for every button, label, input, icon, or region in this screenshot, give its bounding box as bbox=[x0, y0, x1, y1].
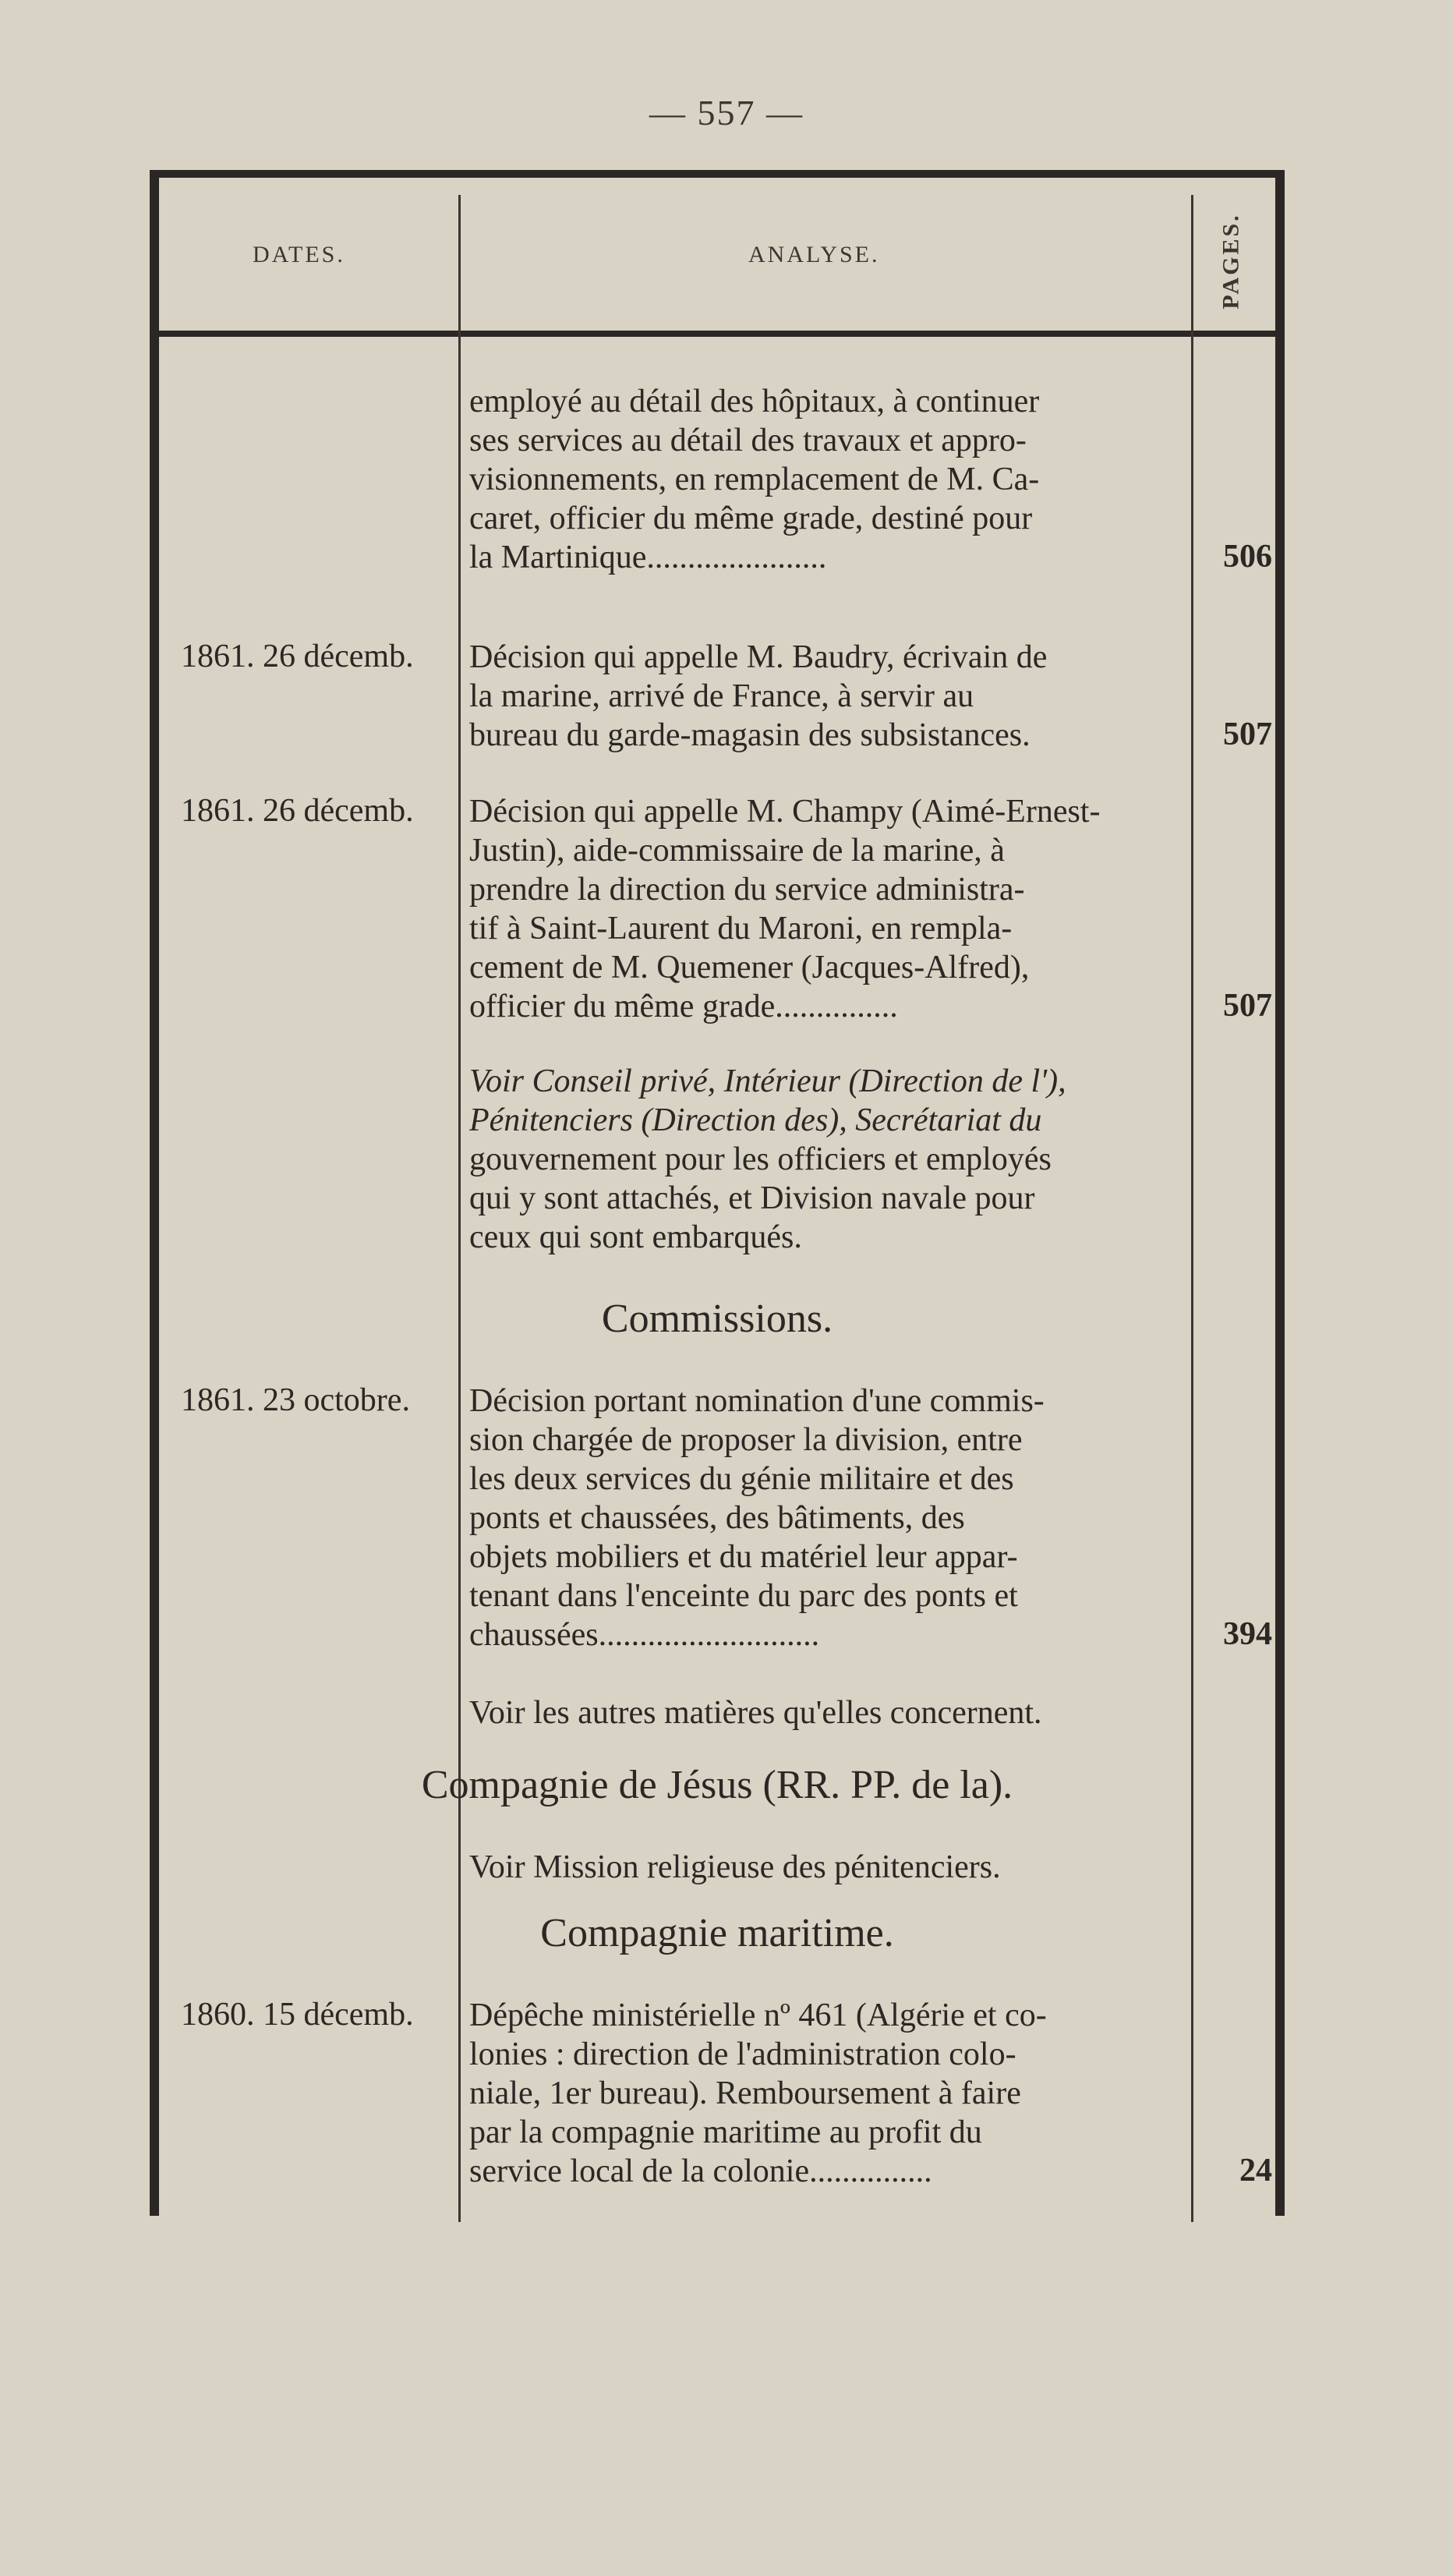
entry-line: la Martinique...................... bbox=[469, 540, 827, 575]
entry-analysis bbox=[469, 1996, 1190, 2191]
entry-line: qui y sont attachés, et Division navale pour bbox=[469, 1180, 1035, 1216]
column-header-pages-label: PAGES. bbox=[1218, 213, 1245, 310]
entry-analysis bbox=[469, 1382, 1190, 1654]
section-title: Compagnie maritime. bbox=[540, 1911, 894, 1955]
entry-line: Pénitenciers (Direction des), Secrétariat du bbox=[469, 1102, 1042, 1138]
section-title: Compagnie de Jésus (RR. PP. de la). bbox=[421, 1763, 1013, 1807]
entry-line: Décision qui appelle M. Baudry, écrivain de bbox=[469, 639, 1048, 675]
entry-line: Voir Conseil privé, Intérieur (Direction de l'), bbox=[469, 1063, 1066, 1099]
column-header-pages bbox=[1193, 203, 1271, 320]
entry-line: ponts et chaussées, des bâtiments, des bbox=[469, 1500, 965, 1536]
entry-line: gouvernement pour les officiers et employés bbox=[469, 1141, 1052, 1177]
entry-line: caret, officier du même grade, destiné pour bbox=[469, 501, 1033, 536]
entry-line: employé au détail des hôpitaux, à continuer bbox=[469, 384, 1040, 419]
page-reference: 24 bbox=[1239, 2153, 1272, 2189]
entry-line: objets mobiliers et du matériel leur appar- bbox=[469, 1539, 1018, 1575]
entry-line: niale, 1er bureau). Remboursement à faire bbox=[469, 2075, 1021, 2111]
entry-line: cement de M. Quemener (Jacques-Alfred), bbox=[469, 950, 1030, 985]
entry-line: tif à Saint-Laurent du Maroni, en rempla- bbox=[469, 911, 1013, 947]
entry-line: Dépêche ministérielle nº 461 (Algérie et co- bbox=[469, 1997, 1047, 2033]
page-reference: 507 bbox=[1223, 988, 1272, 1024]
entry-line: Justin), aide-commissaire de la marine, à bbox=[469, 833, 1005, 869]
entry-line: visionnements, en remplacement de M. Ca- bbox=[469, 462, 1040, 497]
page-number: — 557 — bbox=[649, 93, 804, 133]
entry-analysis bbox=[469, 1062, 1190, 1257]
column-header-analyse: ANALYSE. bbox=[748, 242, 880, 267]
entry-analysis bbox=[469, 1848, 1190, 1887]
entry-line: prendre la direction du service administra- bbox=[469, 872, 1025, 908]
entry-line: tenant dans l'enceinte du parc des ponts et bbox=[469, 1578, 1018, 1614]
page-reference: 507 bbox=[1223, 717, 1272, 752]
entry-date: 1861. 23 octobre. bbox=[181, 1382, 410, 1418]
entry-line: ceux qui sont embarqués. bbox=[469, 1219, 802, 1255]
entry-line: service local de la colonie............... bbox=[469, 2153, 932, 2189]
column-header-dates: DATES. bbox=[253, 242, 345, 267]
entry-line: Décision portant nomination d'une commis- bbox=[469, 1383, 1045, 1419]
entry-line: chaussées........................... bbox=[469, 1617, 820, 1653]
entry-line: Voir Mission religieuse des pénitenciers. bbox=[469, 1849, 1001, 1885]
entry-line: ses services au détail des travaux et appro- bbox=[469, 423, 1027, 458]
entry-line: Voir les autres matières qu'elles concernent. bbox=[469, 1695, 1042, 1731]
header-rule bbox=[159, 331, 1275, 337]
entry-analysis bbox=[469, 1693, 1190, 1732]
entry-line: officier du même grade............... bbox=[469, 989, 898, 1024]
entry-line: par la compagnie maritime au profit du bbox=[469, 2114, 982, 2150]
entry-line: Décision qui appelle M. Champy (Aimé-Ernest- bbox=[469, 794, 1101, 830]
entry-line: sion chargée de proposer la division, entre bbox=[469, 1422, 1023, 1458]
entry-analysis bbox=[469, 638, 1190, 755]
entry-date: 1861. 26 décemb. bbox=[181, 793, 414, 829]
entry-date: 1860. 15 décemb. bbox=[181, 1997, 414, 2033]
entry-line: bureau du garde-magasin des subsistances. bbox=[469, 717, 1031, 753]
page-reference: 506 bbox=[1223, 539, 1272, 575]
entry-line: les deux services du génie militaire et des bbox=[469, 1461, 1014, 1497]
entry-line: lonies : direction de l'administration colo- bbox=[469, 2036, 1016, 2072]
entry-line: la marine, arrivé de France, à servir au bbox=[469, 678, 974, 714]
entry-date: 1861. 26 décemb. bbox=[181, 639, 414, 674]
entry-analysis bbox=[469, 792, 1190, 1026]
page-reference: 394 bbox=[1223, 1616, 1272, 1652]
section-title: Commissions. bbox=[601, 1297, 833, 1341]
entry-analysis bbox=[469, 382, 1190, 577]
